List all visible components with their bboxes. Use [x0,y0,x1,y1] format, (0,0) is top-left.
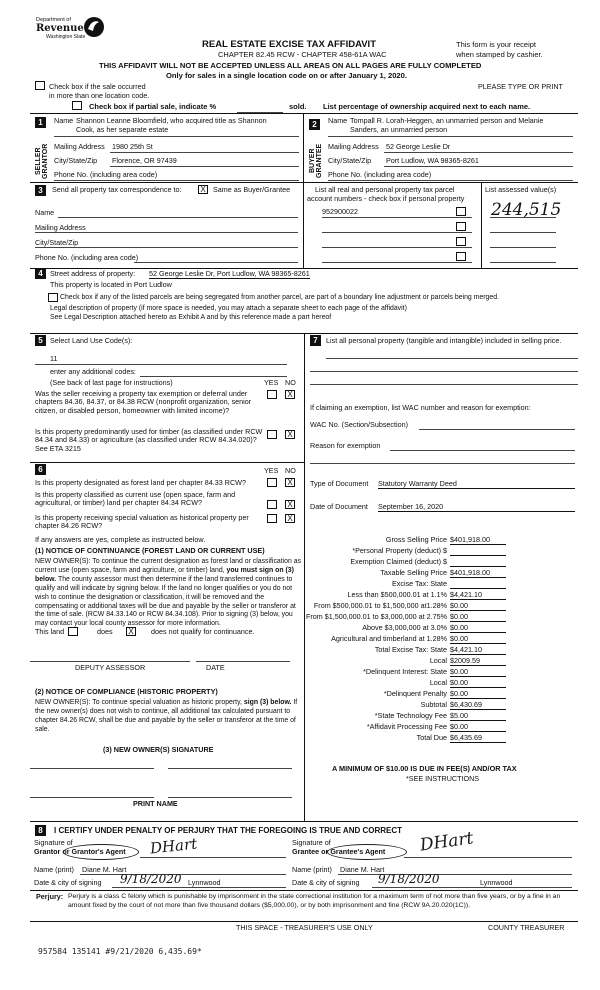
s6-no-header: NO [285,466,296,475]
grantor-signing-city[interactable]: Lynnwood [188,878,221,887]
calc-label: *Delinquent Interest: State [363,667,447,676]
parcel-4-personal-checkbox[interactable] [456,252,466,261]
s6-q1-yes-checkbox[interactable] [267,478,277,487]
document-type-label: Type of Document [310,479,369,488]
does-label: does [97,627,113,636]
washington-logo-icon [82,16,106,38]
calc-label: Subtotal [420,700,447,709]
calc-label: Local [429,656,447,665]
calc-value[interactable]: $4,421.10 [450,591,506,600]
parcel-1-personal-checkbox[interactable] [456,207,466,216]
s3-mail-label: Mailing Address [35,223,86,232]
grantor-date-label: Date & city of signing [34,878,102,887]
parcel-header-1: List all real and personal property tax parcel [315,185,455,194]
personal-property-field-3[interactable] [310,384,578,385]
grantee-name-value[interactable]: Diane M. Hart [340,865,385,874]
notice-compliance-title: (2) NOTICE OF COMPLIANCE (HISTORIC PROPERTY) [35,687,218,696]
seller-name-label: Name [54,116,74,125]
property-location: This property is located in Port Ludlow [50,280,172,289]
buyer-mail-label: Mailing Address [328,142,379,151]
not-qualify-label: does not qualify for continuance. [151,627,255,636]
s3-city-field[interactable] [35,247,298,248]
warning-line-2: Only for sales in a single location code on or after January 1, 2020. [166,71,407,80]
print-name-field-2[interactable] [168,797,292,798]
s3-mail-field[interactable] [35,232,298,233]
grantor-name-label: Name (print) [34,865,74,874]
new-owner-signature-field-1[interactable] [30,768,154,769]
assessed-value-1[interactable]: 244,515 [491,200,562,220]
s6-question-1: Is this property designated as forest land per chapter 84.33 RCW? [35,478,246,487]
minimum-fee-note: A MINIMUM OF $10.00 IS DUE IN FEE(S) AND/OR TAX [332,764,517,773]
personal-property-label: List all personal property (tangible and intangible) included in selling price. [326,336,562,345]
calc-value[interactable]: $0.00 [450,602,506,611]
calc-value[interactable]: $0.00 [450,690,506,699]
additional-codes-field[interactable] [140,376,287,377]
parcel-3-personal-checkbox[interactable] [456,237,466,246]
additional-codes-label: enter any additional codes: [50,367,136,376]
s5-question-2: Is this property predominantly used for timber (as classified under RCW 84.34 and 84.33) or agriculture (as classified under RCW 84.34.020)? See ETA 3215 [35,427,263,453]
buyer-name-value-2[interactable]: Sanders, an unmarried person [350,125,448,134]
document-type-value[interactable]: Statutory Warranty Deed [378,480,575,489]
calc-label: Above $3,000,000 at 3.0% [362,623,447,632]
s6-q3-yes-checkbox[interactable] [267,514,277,523]
receipt-note-2: when stamped by cashier. [456,50,543,59]
personal-property-field-1[interactable] [326,358,578,359]
document-date-value[interactable]: September 16, 2020 [378,503,575,512]
calc-value[interactable]: $0.00 [450,624,506,633]
seller-grantor-label: SELLER GRANTOR [35,143,49,179]
calc-label: From $1,500,000.01 to $3,000,000 at 2.75% [305,612,447,621]
land-use-label: Select Land Use Code(s): [50,336,133,345]
perjury-text: Perjury is a class C felony which is punishable by imprisonment in the state correctional institution for a maximum term of not more than five years, or by a fine in an amount fixed by the court of not more than five thousand dollars ($5,000.00), or by both imprisonment and fine (RCW 9A.20.020(1C)). [68,893,561,909]
calc-label: Exemption Claimed (deduct) $ [350,557,447,566]
treasurer-use-label: THIS SPACE - TREASURER'S USE ONLY [236,923,373,932]
calc-value[interactable] [450,547,506,556]
warning-line-1: THIS AFFIDAVIT WILL NOT BE ACCEPTED UNLESS ALL AREAS ON ALL PAGES ARE FULLY COMPLETED [99,61,482,70]
calc-label: Total Excise Tax: State [374,645,447,654]
s6-q2-yes-checkbox[interactable] [267,500,277,509]
s6-question-2: Is this property classified as current use (open space, farm and agricultural, or timber) land per chapter 84.34 RCW? [35,490,236,508]
calc-value[interactable]: $0.00 [450,635,506,644]
street-address-label: Street address of property: [50,269,136,278]
wac-field[interactable] [419,429,575,430]
s6-q1-no-checkbox[interactable]: X [285,478,295,487]
calc-value[interactable]: $0.00 [450,723,506,732]
calc-value[interactable]: $0.00 [450,613,506,622]
grantee-agent-circle [327,844,407,860]
parcel-2-personal-checkbox[interactable] [456,222,466,231]
deputy-assessor-field[interactable] [30,661,190,662]
seller-name-value[interactable]: Shannon Leanne Bloomfield, who acquired title as Shannon [76,116,267,125]
calc-label: Gross Selling Price [385,535,447,544]
receipt-stamp: 957584 135141 #9/21/2020 6,435.69* [38,947,202,956]
buyer-mail-value[interactable]: 52 George Leslie Dr [386,142,451,151]
calc-value[interactable]: $5.00 [450,712,506,721]
segregation-checkbox[interactable] [48,293,58,302]
multi-location-checkbox[interactable] [35,81,45,90]
grantee-date-label: Date & city of signing [292,878,360,887]
notice-continuance-text: NEW OWNER(S): To continue the current designation as forest land or classification as current use (open space, farm and agriculture, or timber) land, you must sign on (3) below. The county assessor must then determine if the land transferred continues to qualify and will indicate by signing below. If the land no longer qualifies or you do not wish to continue the designation or classification, it will be removed and the compensating or additional taxes will be due and payable by the seller or transferor at the time of sale. (RCW 84.33.140 or RCW 84.34.108). Prior to signing (3) below, you may contact your local county assessor for more information. [35,558,302,628]
calc-label: *Delinquent Penalty [383,689,447,698]
grantee-signing-date[interactable]: 9/18/2020 [378,872,440,886]
calc-value[interactable] [450,580,506,589]
land-use-value[interactable]: 11 [50,354,58,363]
calc-value[interactable]: $401,918.00 [450,536,506,545]
if-yes-note: If any answers are yes, complete as instructed below. [35,535,206,544]
certify-statement: I CERTIFY UNDER PENALTY OF PERJURY THAT THE FOREGOING IS TRUE AND CORRECT [54,826,403,835]
s6-yes-header: YES [264,466,279,475]
legal-description-value[interactable]: See Legal Description attached hereto as Exhibit A and by this reference made a part hereof [50,314,332,321]
section-3-number: 3 [35,185,46,196]
print-name-field-1[interactable] [30,797,154,798]
calc-label: Less than $500,000.01 at 1.1% [347,590,447,599]
s5-q1-no-checkbox[interactable]: X [285,390,295,399]
s5-question-1: Was the seller receiving a property tax exemption or deferral under chapters 84.36, 84.37, or 84.38 RCW (nonprofit organization, senior citizen, or disabled person, homeowner with limited income)? [35,389,252,415]
buyer-phone-label: Phone No. (including area code) [328,170,432,179]
s6-q3-no-checkbox[interactable]: X [285,514,295,523]
grantor-agent-circle [63,844,139,860]
wac-label: WAC No. (Section/Subsection) [310,420,408,429]
s3-name-label: Name [35,208,55,217]
calc-label: *Personal Property (deduct) $ [352,546,447,555]
calc-label: From $500,000.01 to $1,500,000 at1.28% [313,601,447,610]
print-name-label: PRINT NAME [133,799,178,808]
street-address-value[interactable]: 52 George Leslie Dr, Port Ludlow, WA 98365-8261 [149,269,310,278]
please-type: PLEASE TYPE OR PRINT [478,82,563,91]
s3-name-field[interactable] [58,217,298,218]
grantee-name-label: Name (print) [292,865,332,874]
grantee-agent-label: Grantee or Grantee's Agent [292,847,386,856]
calc-value[interactable]: $6,435.69 [450,734,506,743]
multi-location-label-1: Check box if the sale occurred [49,82,146,91]
calc-label: Agricultural and timberland at 1.28% [331,634,447,643]
perjury-label: Perjury: [36,892,64,901]
county-treasurer-label: COUNTY TREASURER [488,923,565,932]
see-instructions: *SEE INSTRUCTIONS [406,774,480,783]
calc-value[interactable]: $401,918.00 [450,569,506,578]
this-land-label: This land [35,627,65,636]
notice-continuance-title: (1) NOTICE OF CONTINUANCE (FOREST LAND OR CURRENT USE) [35,546,265,555]
calc-value[interactable] [450,558,506,567]
calc-value[interactable]: $2009.59 [450,657,506,666]
land-does-checkbox[interactable] [68,627,78,636]
s5-yes-header: YES [264,378,279,387]
s5-q2-no-checkbox[interactable]: X [285,430,295,439]
grantee-signature[interactable]: DHart [418,828,475,856]
notice-compliance-text: NEW OWNER(S): To continue special valuation as historic property, sign (3) below. If the new owner(s) does not wish to continue, all additional tax calculated pursuant to chapter 84.26 RCW, shall be due and payable by the seller or transferor at the time of sale. [35,699,298,733]
new-owner-signature-label: (3) NEW OWNER(S) SIGNATURE [103,745,214,754]
seller-city-label: City/State/Zip [54,156,98,165]
s3-phone-field[interactable] [134,262,298,263]
grantor-signature[interactable]: DHart [149,834,198,858]
grantor-signing-date[interactable]: 9/18/2020 [120,872,182,886]
seller-phone-label: Phone No. (including area code) [54,170,158,179]
calc-label: Taxable Selling Price [380,568,447,577]
buyer-city-label: City/State/Zip [328,156,372,165]
partial-sale-sold: sold. [289,102,307,111]
seller-city-value[interactable]: Florence, OR 97439 [112,156,177,165]
deputy-assessor-label: DEPUTY ASSESSOR [75,663,146,672]
partial-sale-label: Check box if partial sale, indicate % [89,102,217,111]
s5-q1-yes-checkbox[interactable] [267,390,277,399]
buyer-name-value[interactable]: Tompall R. Lorah-Heggen, an unmarried person and Melanie [350,116,544,125]
receipt-note-1: This form is your receipt [456,40,537,49]
see-back-note: (See back of last page for instructions) [50,378,173,387]
calc-value[interactable]: $4,421.10 [450,646,506,655]
assessed-header: List assessed value(s) [485,185,557,194]
section-5-number: 5 [35,335,46,346]
s5-no-header: NO [285,378,296,387]
assessor-date-label: DATE [206,663,225,672]
s6-q2-no-checkbox[interactable]: X [285,500,295,509]
personal-property-field-2[interactable] [310,371,578,372]
calc-value[interactable]: $6,430.69 [450,701,506,710]
logo-line1: Department of [36,17,71,23]
assessor-date-field[interactable] [196,661,290,662]
grantor-agent-label: Grantor or Grantor's Agent [34,847,126,856]
land-does-not-checkbox[interactable]: X [126,627,136,636]
section-6-number: 6 [35,464,46,475]
calc-label: *Affidavit Processing Fee [366,722,447,731]
logo-line3: Washington State [46,34,86,40]
form-subtitle: CHAPTER 82.45 RCW - CHAPTER 458-61A WAC [218,50,387,59]
calc-value[interactable]: $0.00 [450,668,506,677]
section-1-number: 1 [35,117,46,128]
parcel-header-2: account numbers - check box if personal property [307,194,465,203]
s3-phone-label: Phone No. (including area code) [35,253,139,262]
logo-line2: Revenue [36,23,84,34]
buyer-city-value[interactable]: Port Ludlow, WA 98365-8261 [386,156,479,165]
calc-label: Excise Tax: State [392,579,447,588]
grantee-signature-of: Signature of [292,838,331,847]
new-owner-signature-field-2[interactable] [168,768,292,769]
calc-label: Local [429,678,447,687]
segregation-label: Check box if any of the listed parcels are being segregated from another parcel, are part of a boundary line adjustment or parcels being merged. [60,294,499,301]
exemption-claim-label: If claiming an exemption, list WAC number and reason for exemption: [310,403,531,412]
section-2-number: 2 [309,119,320,130]
s5-q2-yes-checkbox[interactable] [267,430,277,439]
section-8-number: 8 [35,825,46,836]
parcel-number-1[interactable]: 952900022 [322,207,358,216]
grantor-signature-of: Signature of [34,838,73,847]
same-as-buyer-checkbox[interactable]: X [198,185,208,194]
buyer-grantee-label: BUYER GRANTEE [309,143,323,179]
exemption-reason-label: Reason for exemption [310,441,381,450]
ownership-note: List percentage of ownership acquired next to each name. [323,102,531,111]
calc-label: Total Due [416,733,447,742]
seller-mail-label: Mailing Address [54,142,105,151]
calc-label: *State Technology Fee [374,711,447,720]
seller-name-value-2[interactable]: Cook, as her separate estate [76,125,169,134]
partial-sale-checkbox[interactable] [72,101,82,110]
calc-value[interactable]: $0.00 [450,679,506,688]
exemption-reason-field[interactable] [390,450,575,451]
document-date-label: Date of Document [310,502,368,511]
seller-mail-value[interactable]: 1980 25th St [112,142,153,151]
buyer-name-label: Name [328,116,348,125]
send-correspondence-label: Send all property tax correspondence to: [52,185,182,194]
section-4-number: 4 [35,268,46,279]
same-as-buyer-label: Same as Buyer/Grantee [213,185,291,194]
grantee-signing-city[interactable]: Lynnwood [480,878,513,887]
grantor-name-value[interactable]: Diane M. Hart [82,865,127,874]
form-title: REAL ESTATE EXCISE TAX AFFIDAVIT [202,39,377,50]
legal-description-label: Legal description of property (if more space is needed, you may attach a separate sheet to each page of the affidavit) [50,305,407,312]
multi-location-label-2: in more than one location code. [49,91,150,100]
s3-city-label: City/State/Zip [35,238,79,247]
section-7-number: 7 [310,335,321,346]
s6-question-3: Is this property receiving special valuation as historical property per chapter 84.26 RCW? [35,513,249,531]
dor-logo [36,16,102,46]
